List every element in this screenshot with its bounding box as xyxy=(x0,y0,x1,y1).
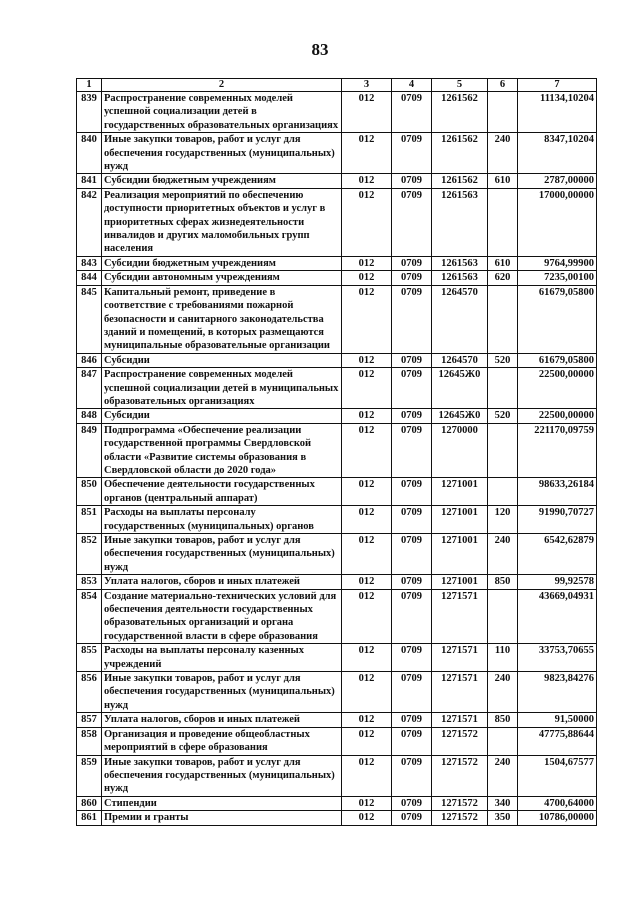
amount-cell: 8347,10204 xyxy=(518,133,597,174)
table-row xyxy=(77,409,597,423)
amount-cell: 11134,10204 xyxy=(518,92,597,133)
amount-cell: 4700,64000 xyxy=(518,796,597,810)
table-row xyxy=(77,285,597,353)
item-name-cell: Реализация мероприятий по обеспечению доступности приоритетных объектов и услуг в приоритетных сферах жизнедеятельности инвалидов и других маломобильных групп населения xyxy=(102,188,342,256)
amount-cell: 61679,05800 xyxy=(518,285,597,353)
code-col6-cell xyxy=(488,92,518,133)
row-number-cell: 843 xyxy=(77,256,102,270)
code-col4-cell: 0709 xyxy=(392,285,432,353)
column-header: 7 xyxy=(518,79,597,92)
table-row xyxy=(77,589,597,644)
code-col6-cell: 240 xyxy=(488,133,518,174)
row-number-cell: 839 xyxy=(77,92,102,133)
code-col5-cell: 1271572 xyxy=(432,811,488,825)
amount-cell: 1504,67577 xyxy=(518,755,597,796)
column-header: 3 xyxy=(342,79,392,92)
row-number-cell: 854 xyxy=(77,589,102,644)
code-col3-cell: 012 xyxy=(342,713,392,727)
code-col5-cell: 1261563 xyxy=(432,188,488,256)
code-col5-cell: 1271572 xyxy=(432,796,488,810)
code-col5-cell: 1261562 xyxy=(432,92,488,133)
amount-cell: 7235,00100 xyxy=(518,271,597,285)
row-number-cell: 855 xyxy=(77,644,102,672)
item-name-cell: Подпрограмма «Обеспечение реализации государственной программы Свердловской области «Развитие системы образования в Свердловской области до 2020 года» xyxy=(102,423,342,478)
code-col3-cell: 012 xyxy=(342,755,392,796)
code-col5-cell: 1271571 xyxy=(432,713,488,727)
item-name-cell: Субсидии бюджетным учреждениям xyxy=(102,256,342,270)
code-col6-cell xyxy=(488,368,518,409)
code-col5-cell: 1270000 xyxy=(432,423,488,478)
table-body xyxy=(77,92,597,826)
code-col3-cell: 012 xyxy=(342,133,392,174)
item-name-cell: Иные закупки товаров, работ и услуг для обеспечения государственных (муниципальных) нужд xyxy=(102,534,342,575)
table-row xyxy=(77,796,597,810)
code-col4-cell: 0709 xyxy=(392,256,432,270)
code-col6-cell: 120 xyxy=(488,506,518,534)
item-name-cell: Стипендии xyxy=(102,796,342,810)
amount-cell: 2787,00000 xyxy=(518,174,597,188)
code-col6-cell: 610 xyxy=(488,174,518,188)
amount-cell: 47775,88644 xyxy=(518,727,597,755)
code-col4-cell: 0709 xyxy=(392,796,432,810)
code-col4-cell: 0709 xyxy=(392,92,432,133)
row-number-cell: 858 xyxy=(77,727,102,755)
amount-cell: 9764,99900 xyxy=(518,256,597,270)
code-col6-cell xyxy=(488,285,518,353)
row-number-cell: 840 xyxy=(77,133,102,174)
item-name-cell: Расходы на выплаты персоналу казенных учреждений xyxy=(102,644,342,672)
code-col5-cell: 1261563 xyxy=(432,271,488,285)
item-name-cell: Иные закупки товаров, работ и услуг для обеспечения государственных (муниципальных) нужд xyxy=(102,755,342,796)
item-name-cell: Субсидии автономным учреждениям xyxy=(102,271,342,285)
code-col5-cell: 1264570 xyxy=(432,353,488,367)
code-col4-cell: 0709 xyxy=(392,368,432,409)
row-number-cell: 861 xyxy=(77,811,102,825)
row-number-cell: 859 xyxy=(77,755,102,796)
table-row xyxy=(77,92,597,133)
code-col4-cell: 0709 xyxy=(392,506,432,534)
amount-cell: 22500,00000 xyxy=(518,409,597,423)
code-col5-cell: 1271001 xyxy=(432,575,488,589)
item-name-cell: Распространение современных моделей успешной социализации детей в государственных образовательных организациях xyxy=(102,92,342,133)
code-col3-cell: 012 xyxy=(342,727,392,755)
code-col5-cell: 12645Ж0 xyxy=(432,409,488,423)
code-col3-cell: 012 xyxy=(342,575,392,589)
amount-cell: 9823,84276 xyxy=(518,672,597,713)
code-col3-cell: 012 xyxy=(342,409,392,423)
code-col3-cell: 012 xyxy=(342,188,392,256)
code-col6-cell: 240 xyxy=(488,755,518,796)
code-col3-cell: 012 xyxy=(342,423,392,478)
amount-cell: 61679,05800 xyxy=(518,353,597,367)
amount-cell: 221170,09759 xyxy=(518,423,597,478)
code-col6-cell xyxy=(488,188,518,256)
code-col6-cell: 850 xyxy=(488,575,518,589)
code-col3-cell: 012 xyxy=(342,256,392,270)
row-number-cell: 844 xyxy=(77,271,102,285)
row-number-cell: 853 xyxy=(77,575,102,589)
code-col3-cell: 012 xyxy=(342,644,392,672)
code-col3-cell: 012 xyxy=(342,271,392,285)
code-col6-cell: 850 xyxy=(488,713,518,727)
column-header: 1 xyxy=(77,79,102,92)
row-number-cell: 857 xyxy=(77,713,102,727)
code-col4-cell: 0709 xyxy=(392,589,432,644)
code-col6-cell xyxy=(488,478,518,506)
item-name-cell: Иные закупки товаров, работ и услуг для обеспечения государственных (муниципальных) нужд xyxy=(102,133,342,174)
code-col5-cell: 1271571 xyxy=(432,644,488,672)
code-col4-cell: 0709 xyxy=(392,644,432,672)
code-col6-cell: 610 xyxy=(488,256,518,270)
row-number-cell: 841 xyxy=(77,174,102,188)
table-row xyxy=(77,727,597,755)
amount-cell: 17000,00000 xyxy=(518,188,597,256)
column-header: 2 xyxy=(102,79,342,92)
code-col6-cell: 110 xyxy=(488,644,518,672)
code-col6-cell: 520 xyxy=(488,409,518,423)
page-number: 83 xyxy=(311,40,329,59)
column-header: 5 xyxy=(432,79,488,92)
item-name-cell: Обеспечение деятельности государственных органов (центральный аппарат) xyxy=(102,478,342,506)
item-name-cell: Уплата налогов, сборов и иных платежей xyxy=(102,713,342,727)
code-col5-cell: 1271571 xyxy=(432,589,488,644)
code-col6-cell xyxy=(488,423,518,478)
code-col4-cell: 0709 xyxy=(392,755,432,796)
code-col3-cell: 012 xyxy=(342,174,392,188)
code-col4-cell: 0709 xyxy=(392,353,432,367)
item-name-cell: Уплата налогов, сборов и иных платежей xyxy=(102,575,342,589)
table-row xyxy=(77,423,597,478)
code-col3-cell: 012 xyxy=(342,92,392,133)
table-row xyxy=(77,811,597,825)
code-col6-cell: 350 xyxy=(488,811,518,825)
item-name-cell: Субсидии xyxy=(102,353,342,367)
row-number-cell: 849 xyxy=(77,423,102,478)
column-header: 6 xyxy=(488,79,518,92)
table-row xyxy=(77,478,597,506)
code-col5-cell: 1271001 xyxy=(432,478,488,506)
amount-cell: 6542,62879 xyxy=(518,534,597,575)
code-col4-cell: 0709 xyxy=(392,409,432,423)
code-col4-cell: 0709 xyxy=(392,534,432,575)
code-col5-cell: 1271572 xyxy=(432,755,488,796)
row-number-cell: 850 xyxy=(77,478,102,506)
row-number-cell: 847 xyxy=(77,368,102,409)
code-col3-cell: 012 xyxy=(342,478,392,506)
code-col3-cell: 012 xyxy=(342,506,392,534)
row-number-cell: 852 xyxy=(77,534,102,575)
table-row xyxy=(77,353,597,367)
item-name-cell: Иные закупки товаров, работ и услуг для обеспечения государственных (муниципальных) нужд xyxy=(102,672,342,713)
item-name-cell: Распространение современных моделей успешной социализации детей в муниципальных образовательных организациях xyxy=(102,368,342,409)
code-col5-cell: 1264570 xyxy=(432,285,488,353)
code-col4-cell: 0709 xyxy=(392,811,432,825)
amount-cell: 22500,00000 xyxy=(518,368,597,409)
code-col6-cell: 620 xyxy=(488,271,518,285)
item-name-cell: Капитальный ремонт, приведение в соответствие с требованиями пожарной безопасности и санитарного законодательства зданий и помещений, в которых размещаются муниципальные образовательные организации xyxy=(102,285,342,353)
code-col5-cell: 1271001 xyxy=(432,534,488,575)
amount-cell: 33753,70655 xyxy=(518,644,597,672)
row-number-cell: 848 xyxy=(77,409,102,423)
code-col5-cell: 1271001 xyxy=(432,506,488,534)
code-col3-cell: 012 xyxy=(342,353,392,367)
code-col3-cell: 012 xyxy=(342,811,392,825)
code-col4-cell: 0709 xyxy=(392,271,432,285)
code-col4-cell: 0709 xyxy=(392,423,432,478)
code-col3-cell: 012 xyxy=(342,285,392,353)
code-col6-cell: 240 xyxy=(488,672,518,713)
table-row xyxy=(77,133,597,174)
table-row xyxy=(77,755,597,796)
code-col5-cell: 1261562 xyxy=(432,174,488,188)
code-col4-cell: 0709 xyxy=(392,713,432,727)
item-name-cell: Организация и проведение общеобластных мероприятий в сфере образования xyxy=(102,727,342,755)
row-number-cell: 846 xyxy=(77,353,102,367)
code-col3-cell: 012 xyxy=(342,589,392,644)
code-col4-cell: 0709 xyxy=(392,133,432,174)
code-col4-cell: 0709 xyxy=(392,575,432,589)
code-col3-cell: 012 xyxy=(342,672,392,713)
row-number-cell: 842 xyxy=(77,188,102,256)
code-col5-cell: 1271572 xyxy=(432,727,488,755)
code-col6-cell xyxy=(488,589,518,644)
table-row xyxy=(77,271,597,285)
code-col4-cell: 0709 xyxy=(392,188,432,256)
table-row xyxy=(77,368,597,409)
code-col3-cell: 012 xyxy=(342,796,392,810)
item-name-cell: Субсидии бюджетным учреждениям xyxy=(102,174,342,188)
table-row xyxy=(77,506,597,534)
amount-cell: 43669,04931 xyxy=(518,589,597,644)
column-header: 4 xyxy=(392,79,432,92)
row-number-cell: 860 xyxy=(77,796,102,810)
code-col4-cell: 0709 xyxy=(392,478,432,506)
code-col5-cell: 1261563 xyxy=(432,256,488,270)
table-row xyxy=(77,256,597,270)
item-name-cell: Расходы на выплаты персоналу государственных (муниципальных) органов xyxy=(102,506,342,534)
row-number-cell: 851 xyxy=(77,506,102,534)
item-name-cell: Премии и гранты xyxy=(102,811,342,825)
code-col6-cell: 240 xyxy=(488,534,518,575)
amount-cell: 98633,26184 xyxy=(518,478,597,506)
table-row xyxy=(77,534,597,575)
amount-cell: 91,50000 xyxy=(518,713,597,727)
budget-table xyxy=(76,78,597,826)
code-col6-cell: 340 xyxy=(488,796,518,810)
amount-cell: 91990,70727 xyxy=(518,506,597,534)
code-col5-cell: 12645Ж0 xyxy=(432,368,488,409)
table-row xyxy=(77,644,597,672)
row-number-cell: 856 xyxy=(77,672,102,713)
code-col6-cell: 520 xyxy=(488,353,518,367)
code-col5-cell: 1261562 xyxy=(432,133,488,174)
code-col4-cell: 0709 xyxy=(392,672,432,713)
code-col3-cell: 012 xyxy=(342,368,392,409)
amount-cell: 99,92578 xyxy=(518,575,597,589)
code-col6-cell xyxy=(488,727,518,755)
amount-cell: 10786,00000 xyxy=(518,811,597,825)
table-row xyxy=(77,713,597,727)
item-name-cell: Создание материально-технических условий для обеспечения деятельности государственных образовательных организаций и органа государственной власти в сфере образования xyxy=(102,589,342,644)
table-row xyxy=(77,174,597,188)
code-col4-cell: 0709 xyxy=(392,174,432,188)
row-number-cell: 845 xyxy=(77,285,102,353)
table-row xyxy=(77,575,597,589)
item-name-cell: Субсидии xyxy=(102,409,342,423)
code-col3-cell: 012 xyxy=(342,534,392,575)
table-row xyxy=(77,672,597,713)
code-col5-cell: 1271571 xyxy=(432,672,488,713)
table-row xyxy=(77,188,597,256)
table-header-row xyxy=(77,79,597,92)
code-col4-cell: 0709 xyxy=(392,727,432,755)
